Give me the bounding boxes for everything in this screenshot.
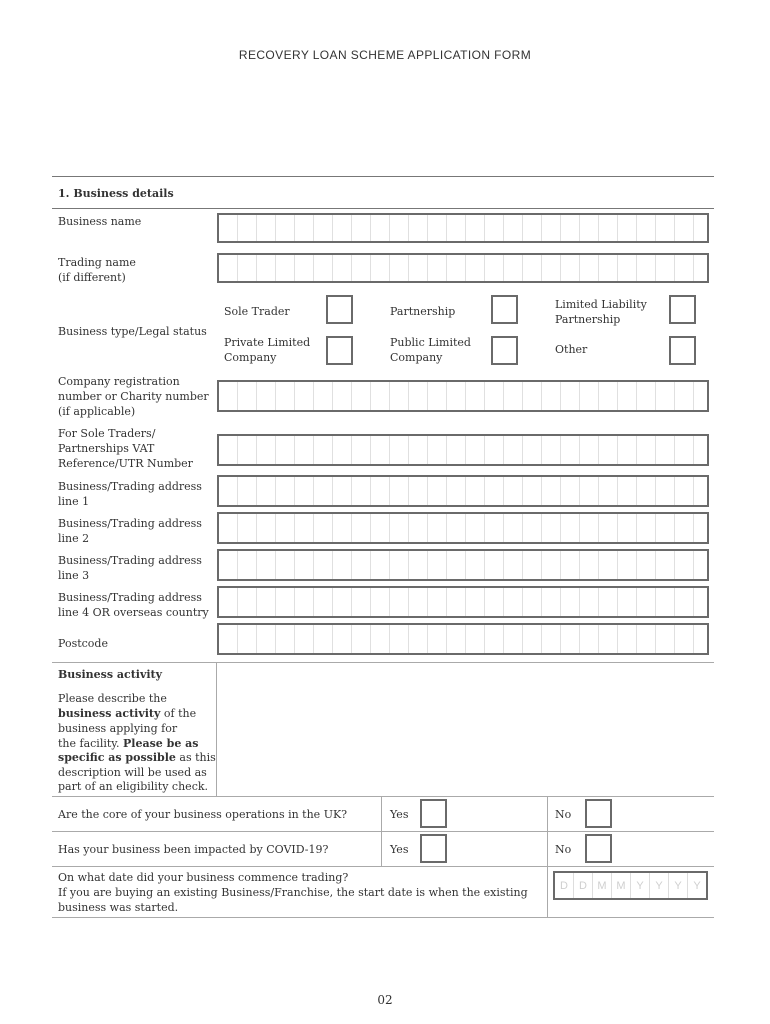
llp-label-line2: Partnership <box>555 313 621 326</box>
divider <box>52 176 714 177</box>
activity-bold-text: specific as possible <box>58 751 176 764</box>
activity-bold-text: Please be as <box>123 737 199 750</box>
activity-instruction-line5 <box>58 750 216 765</box>
llp-checkbox[interactable] <box>669 295 696 324</box>
vat-utr-input[interactable] <box>219 436 707 464</box>
business-name-field[interactable] <box>217 213 709 243</box>
postcode-field[interactable] <box>217 623 709 655</box>
section-heading: 1. Business details <box>58 187 174 200</box>
private-limited-label: Private Limited <box>224 336 311 349</box>
activity-text: of the <box>160 707 197 720</box>
trading-name-sublabel: (if different) <box>58 271 126 284</box>
covid-impact-question: Has your business been impacted by COVID-19? <box>58 843 329 856</box>
uk-operations-yes-label: Yes <box>390 808 409 821</box>
company-reg-label: Company registration <box>58 375 180 388</box>
address-line3-field[interactable] <box>217 549 709 581</box>
trading-date-note: If you are buying an existing Business/Franchise, the start date is when the existing <box>58 886 528 899</box>
vat-label-line3: Reference/UTR Number <box>58 457 193 470</box>
activity-instruction-line7: part of an eligibility check. <box>58 780 209 793</box>
address-line4-label-line2: line 4 OR overseas country <box>58 606 209 619</box>
divider <box>52 208 714 209</box>
business-type-label: Business type/Legal status <box>58 325 207 338</box>
business-name-label: Business name <box>58 215 142 228</box>
address-line3-input[interactable] <box>219 551 707 579</box>
trading-date-question: On what date did your business commence trading? <box>58 871 349 884</box>
column-divider <box>547 796 548 918</box>
trading-name-input[interactable] <box>219 255 707 281</box>
sole-trader-checkbox[interactable] <box>326 295 353 324</box>
page-number: 02 <box>377 993 393 1007</box>
vat-label: For Sole Traders/ <box>58 427 156 440</box>
address-line4-label: Business/Trading address <box>58 591 202 604</box>
public-limited-label: Public Limited <box>390 336 471 349</box>
covid-no-label: No <box>555 843 572 856</box>
activity-text: as this <box>175 751 216 764</box>
activity-bold-text: business activity <box>58 707 161 720</box>
private-limited-label-line2: Company <box>224 351 277 364</box>
uk-operations-yes-checkbox[interactable] <box>420 799 447 828</box>
date-year-cell[interactable]: Y <box>693 879 701 892</box>
address-line2-field[interactable] <box>217 512 709 544</box>
company-reg-input[interactable] <box>219 382 707 410</box>
trading-name-label: Trading name <box>58 256 136 269</box>
trading-date-field[interactable] <box>553 871 708 900</box>
company-reg-label-line3: (if applicable) <box>58 405 136 418</box>
other-checkbox[interactable] <box>669 336 696 365</box>
address-line3-label: Business/Trading address <box>58 554 202 567</box>
public-limited-checkbox[interactable] <box>491 336 518 365</box>
covid-yes-checkbox[interactable] <box>420 834 447 863</box>
address-line4-input[interactable] <box>219 588 707 616</box>
uk-operations-question: Are the core of your business operations in the UK? <box>58 808 348 821</box>
private-limited-checkbox[interactable] <box>326 336 353 365</box>
date-year-cell[interactable]: Y <box>669 873 688 898</box>
business-name-input[interactable] <box>219 215 707 241</box>
activity-instruction-line6: description will be used as <box>58 766 207 779</box>
divider <box>52 917 714 918</box>
activity-text: the facility. <box>58 737 124 750</box>
uk-operations-no-checkbox[interactable] <box>585 799 612 828</box>
address-line4-field[interactable] <box>217 586 709 618</box>
company-reg-label-line2: number or Charity number <box>58 390 209 403</box>
public-limited-label-line2: Company <box>390 351 443 364</box>
address-line1-field[interactable] <box>217 475 709 507</box>
trading-name-field[interactable] <box>217 253 709 283</box>
llp-label: Limited Liability <box>555 298 647 311</box>
other-label: Other <box>555 343 588 356</box>
postcode-label: Postcode <box>58 637 108 650</box>
activity-divider <box>216 662 217 796</box>
sole-trader-label: Sole Trader <box>224 305 290 318</box>
business-activity-textarea[interactable] <box>221 666 713 796</box>
business-activity-heading: Business activity <box>58 668 163 681</box>
address-line1-label-line2: line 1 <box>58 495 90 508</box>
uk-operations-no-label: No <box>555 808 572 821</box>
address-line1-label: Business/Trading address <box>58 480 202 493</box>
partnership-label: Partnership <box>390 305 456 318</box>
vat-utr-field[interactable] <box>217 434 709 466</box>
activity-instruction-line1: Please describe the <box>58 692 167 705</box>
date-year-cell[interactable]: Y <box>631 873 650 898</box>
divider <box>52 662 714 663</box>
page-title: RECOVERY LOAN SCHEME APPLICATION FORM <box>238 48 532 62</box>
activity-instruction-line3: business applying for <box>58 722 178 735</box>
address-line2-label-line2: line 2 <box>58 532 90 545</box>
divider <box>52 831 714 832</box>
address-line2-label: Business/Trading address <box>58 517 202 530</box>
address-line1-input[interactable] <box>219 477 707 505</box>
date-day-cell[interactable]: D <box>555 873 574 898</box>
trading-date-note-line2: business was started. <box>58 901 179 914</box>
activity-instruction-line2 <box>58 706 196 721</box>
date-day-cell[interactable]: D <box>574 873 593 898</box>
address-line3-label-line2: line 3 <box>58 569 90 582</box>
vat-label-line2: Partnerships VAT <box>58 442 155 455</box>
address-line2-input[interactable] <box>219 514 707 542</box>
date-month-cell[interactable]: M <box>593 873 612 898</box>
covid-yes-label: Yes <box>390 843 409 856</box>
covid-no-checkbox[interactable] <box>585 834 612 863</box>
date-year-cell[interactable]: Y <box>650 873 669 898</box>
date-month-cell[interactable]: M <box>612 873 631 898</box>
divider <box>52 796 714 797</box>
activity-instruction-line4 <box>58 736 198 751</box>
company-reg-field[interactable] <box>217 380 709 412</box>
partnership-checkbox[interactable] <box>491 295 518 324</box>
divider <box>52 866 714 867</box>
postcode-input[interactable] <box>219 625 707 653</box>
